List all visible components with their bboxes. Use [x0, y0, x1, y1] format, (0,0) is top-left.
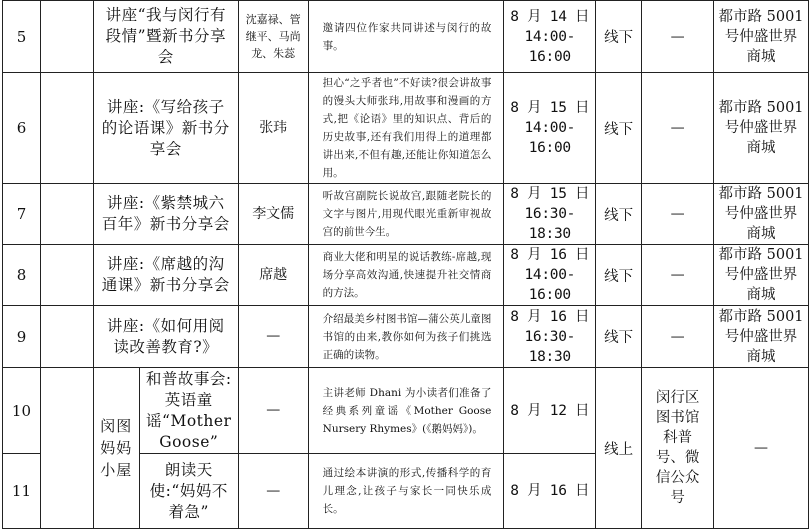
event-venue: 闵行区图书馆科普号、微信公众号: [642, 368, 714, 529]
event-venue: 都市路 5001 号仲盛世界商城: [714, 73, 809, 184]
empty-cell: [40, 184, 93, 245]
event-intro: 商业大佬和明星的说话教练-席越,现场分享高效沟通,快速提升社交情商的方法。: [308, 245, 504, 306]
event-fee: —: [642, 306, 714, 368]
event-time: 16:30-18:30: [524, 328, 576, 365]
event-name: 讲座“我与闵行有段情”暨新书分享会: [93, 1, 238, 73]
event-date: 8 月 16 日: [504, 454, 596, 529]
event-schedule-table: [2, 0, 809, 529]
table-row: [3, 184, 809, 245]
event-guests: —: [238, 454, 308, 529]
event-time: 14:00-16:00: [524, 267, 576, 303]
event-date: 8 月 12 日: [504, 368, 596, 454]
event-name: 讲座:《写给孩子的论语课》新书分享会: [93, 73, 238, 184]
row-number: 5: [3, 1, 41, 73]
event-guests: 沈嘉禄、管继平、马尚龙、朱蕊: [238, 1, 308, 73]
empty-cell: [40, 368, 93, 529]
event-intro: 邀请四位作家共同讲述与闵行的故事。: [308, 1, 504, 73]
event-fee: —: [642, 245, 714, 306]
event-datetime: [504, 184, 596, 245]
event-guests: —: [238, 368, 308, 454]
row-number: 10: [3, 368, 41, 454]
event-venue: 都市路 5001 号仲盛世界商城: [714, 306, 809, 368]
series-label: 闵图妈妈小屋: [93, 368, 139, 529]
table-row: [3, 306, 809, 368]
table-row: [3, 1, 809, 73]
event-format: 线下: [596, 306, 642, 368]
row-number: 7: [3, 184, 41, 245]
event-time: 16:30-18:30: [524, 206, 576, 242]
row-number: 6: [3, 73, 41, 184]
event-date: 8 月 16 日: [510, 247, 590, 263]
event-fee: —: [714, 368, 809, 529]
table-row: [3, 73, 809, 184]
event-fee: —: [642, 184, 714, 245]
row-number: 8: [3, 245, 41, 306]
event-intro: 担心“之乎者也”不好读?很会讲故事的馒头大师张玮,用故事和漫画的方式,把《论语》里的知识点、背后的历史故事,还有我们用得上的道理都讲出来,不但有趣,还能让你知道怎么用。: [308, 73, 504, 184]
empty-cell: [40, 73, 93, 184]
event-format: 线下: [596, 73, 642, 184]
event-fee: —: [642, 1, 714, 73]
event-format: 线上: [596, 368, 642, 529]
event-datetime: [504, 73, 596, 184]
row-number: 11: [3, 454, 41, 529]
event-guests: 张玮: [238, 73, 308, 184]
event-venue: 都市路 5001 号仲盛世界商城: [714, 1, 809, 73]
event-fee: —: [642, 73, 714, 184]
event-name: 讲座:《紫禁城六百年》新书分享会: [93, 184, 238, 245]
event-guests: 席越: [238, 245, 308, 306]
table-row: [3, 368, 809, 454]
event-name: 和普故事会:英语童谣“Mother Goose”: [139, 368, 238, 454]
empty-cell: [40, 245, 93, 306]
event-format: 线下: [596, 245, 642, 306]
empty-cell: [40, 1, 93, 73]
event-intro: 通过绘本讲演的形式,传播科学的育儿理念,让孩子与家长一同快乐成长。: [308, 454, 504, 529]
event-format: 线下: [596, 184, 642, 245]
event-venue: 都市路 5001 号仲盛世界商城: [714, 184, 809, 245]
event-datetime: [504, 1, 596, 73]
event-time: 14:00-16:00: [524, 28, 576, 65]
event-guests: —: [238, 306, 308, 368]
event-format: 线下: [596, 1, 642, 73]
event-venue: 都市路 5001 号仲盛世界商城: [714, 245, 809, 306]
event-guests: 李文儒: [238, 184, 308, 245]
table-row: [3, 245, 809, 306]
event-intro: 介绍最美乡村图书馆—蒲公英儿童图书馆的由来,教你如何为孩子们挑选正确的读物。: [308, 306, 504, 368]
empty-cell: [40, 306, 93, 368]
event-date: 8 月 15 日: [510, 186, 590, 202]
event-intro: 听故宫副院长说故宫,跟随老院长的文字与图片,用现代眼光重新审视故宫的前世今生。: [308, 184, 504, 245]
event-date: 8 月 15 日: [510, 100, 590, 116]
event-name: 讲座:《席越的沟通课》新书分享会: [93, 245, 238, 306]
event-date: 8 月 16 日: [510, 308, 590, 325]
event-intro: 主讲老师 Dhani 为小读者们准备了经典系列童谣《Mother Goose Nursery Rhymes》(《鹅妈妈》)。: [308, 368, 504, 454]
event-date: 8 月 14 日: [510, 8, 590, 25]
event-name: 讲座:《如何用阅读改善教育?》: [93, 306, 238, 368]
event-datetime: [504, 245, 596, 306]
event-name: 朗读天使:“妈妈不着急”: [139, 454, 238, 529]
row-number: 9: [3, 306, 41, 368]
event-time: 14:00-16:00: [524, 120, 576, 156]
event-datetime: [504, 306, 596, 368]
